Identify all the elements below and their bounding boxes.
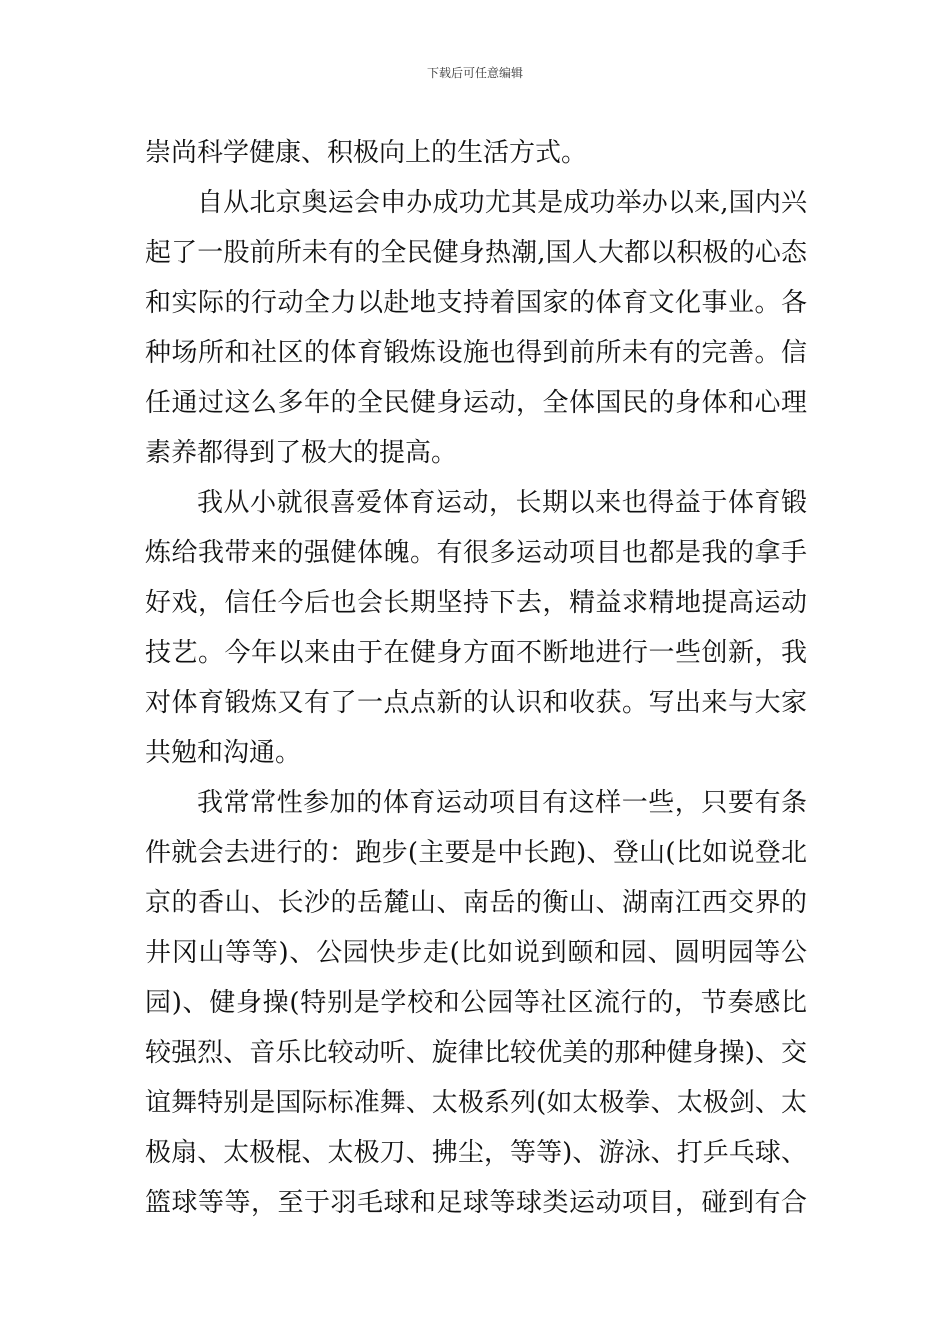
text-line: 园)、健身操(特别是学校和公园等社区流行的，节奏感比: [145, 988, 807, 1018]
text-line: 和实际的行动全力以赴地支持着国家的体育文化事业。各: [145, 288, 807, 318]
text-line: 较强烈、音乐比较动听、旋律比较优美的那种健身操)、交: [145, 1038, 807, 1068]
page-header: 下载后可任意编辑: [426, 66, 523, 80]
text-line: 好戏，信任今后也会长期坚持下去，精益求精地提高运动: [145, 588, 807, 618]
body-text: [145, 128, 807, 1228]
text-line: 种场所和社区的体育锻炼设施也得到前所未有的完善。信: [145, 338, 807, 368]
text-line: 篮球等等，至于羽毛球和足球等球类运动项目，碰到有合: [145, 1188, 807, 1218]
text-line: 对体育锻炼又有了一点点新的认识和收获。写出来与大家: [145, 688, 807, 718]
text-line: 崇尚科学健康、积极向上的生活方式。: [145, 138, 588, 168]
text-line: 炼给我带来的强健体魄。有很多运动项目也都是我的拿手: [145, 538, 807, 568]
text-line: 共勉和沟通。: [145, 738, 302, 768]
text-line: 极扇、太极棍、太极刀、拂尘，等等)、游泳、打乒乓球、: [145, 1138, 807, 1168]
text-line: 技艺。今年以来由于在健身方面不断地进行一些创新，我: [145, 638, 807, 668]
text-line: 自从北京奥运会申办成功尤其是成功举办以来,国内兴: [197, 188, 807, 218]
text-line: 任通过这么多年的全民健身运动，全体国民的身体和心理: [145, 388, 807, 418]
text-line: 谊舞特别是国际标准舞、太极系列(如太极拳、太极剑、太: [145, 1088, 807, 1118]
text-line: 我常常性参加的体育运动项目有这样一些，只要有条: [197, 788, 807, 818]
text-line: 件就会去进行的：跑步(主要是中长跑)、登山(比如说登北: [145, 838, 807, 868]
text-line: 井冈山等等)、公园快步走(比如说到颐和园、圆明园等公: [145, 938, 807, 968]
text-line: 我从小就很喜爱体育运动，长期以来也得益于体育锻: [197, 488, 807, 518]
text-line: 素养都得到了极大的提高。: [145, 438, 458, 468]
text-line: 起了一股前所未有的全民健身热潮,国人大都以积极的心态: [145, 238, 807, 268]
text-line: 京的香山、长沙的岳麓山、南岳的衡山、湖南江西交界的: [145, 888, 807, 918]
